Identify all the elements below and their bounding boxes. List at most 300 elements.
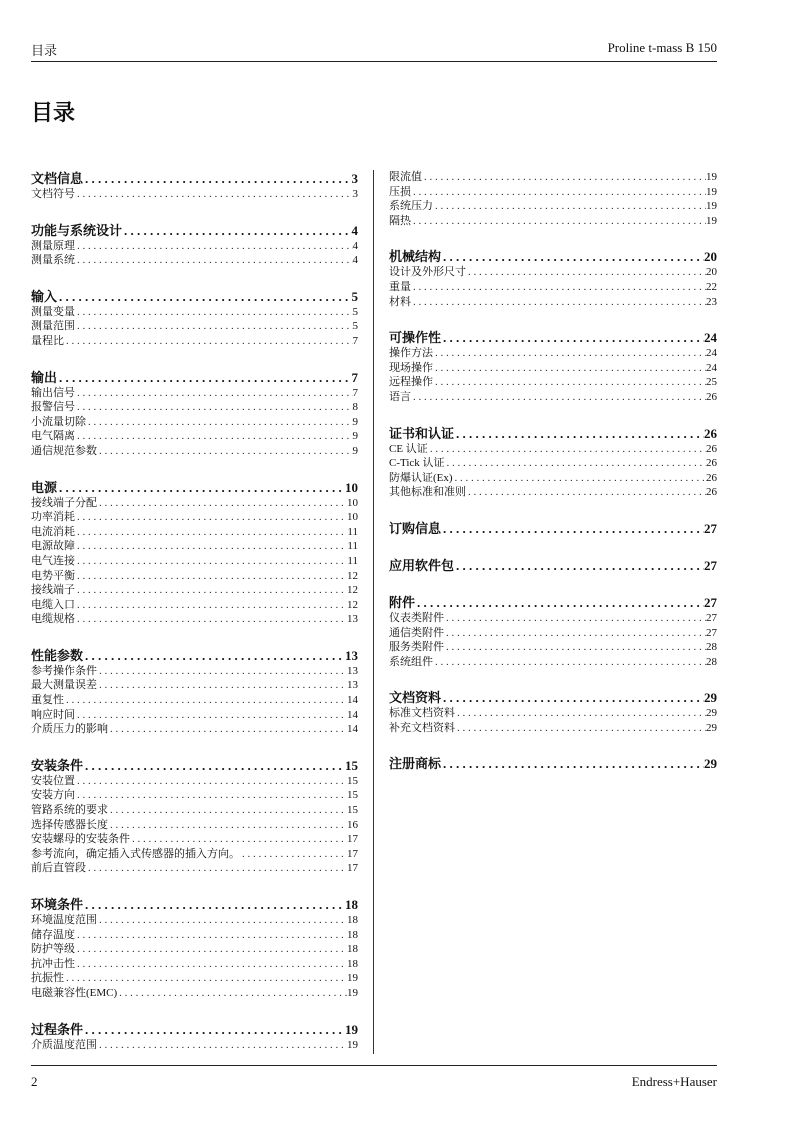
toc-entry-page: 4 <box>352 239 358 252</box>
toc-section-heading[interactable] <box>31 222 358 239</box>
toc-section-heading-page: 24 <box>704 330 717 346</box>
toc-entry[interactable] <box>31 415 358 430</box>
toc-entry[interactable] <box>31 788 358 803</box>
toc-section <box>389 689 717 735</box>
toc-entry[interactable] <box>31 429 358 444</box>
toc-entry[interactable] <box>31 913 358 928</box>
toc-section <box>389 594 717 669</box>
toc-section-heading-label: 可操作性 <box>389 330 442 346</box>
leader-dots <box>75 928 347 943</box>
toc-section-heading-label: 证书和认证 <box>389 425 455 441</box>
leader-dots <box>75 583 347 598</box>
leader-dots <box>97 444 353 459</box>
toc-entry-label: 电流消耗 <box>31 525 75 538</box>
toc-entry[interactable] <box>31 569 358 584</box>
toc-section-heading[interactable] <box>31 288 358 305</box>
leader-dots <box>240 847 347 862</box>
toc-entry-label: 介质温度范围 <box>31 1038 97 1051</box>
toc-entry[interactable] <box>31 187 358 202</box>
toc-entry-page: 11 <box>347 554 358 567</box>
leader-dots <box>57 479 345 496</box>
toc-section-heading-label: 功能与系统设计 <box>31 222 123 238</box>
toc-entry-page: 13 <box>347 679 358 692</box>
toc-entry-label: 输出信号 <box>31 386 75 399</box>
toc-entry-page: 14 <box>347 723 358 736</box>
toc-entry-page: 23 <box>706 295 717 308</box>
toc-entry[interactable] <box>389 346 717 361</box>
toc-section <box>31 288 358 349</box>
toc-entry-label: 压损 <box>389 185 411 198</box>
toc-entry-page: 27 <box>706 626 717 639</box>
toc-entry[interactable] <box>389 655 717 670</box>
toc-entry-page: 18 <box>347 914 358 926</box>
toc-entry-page: 13 <box>347 664 358 677</box>
leader-dots <box>433 375 706 390</box>
toc-entry-label: 防爆认证(Ex) <box>389 471 453 484</box>
toc-entry-label: C-Tick 认证 <box>389 457 445 470</box>
toc-section-heading[interactable] <box>31 369 358 386</box>
leader-dots <box>75 598 347 613</box>
toc-section-heading-page: 29 <box>704 756 717 772</box>
leader-dots <box>455 706 706 721</box>
toc-section-heading[interactable] <box>389 755 717 772</box>
toc-entry[interactable] <box>389 390 717 405</box>
toc-entry[interactable] <box>31 942 358 957</box>
toc-entry-page: 28 <box>706 655 717 668</box>
leader-dots <box>75 612 347 627</box>
leader-dots <box>444 611 706 626</box>
toc-entry-page: 7 <box>352 386 358 399</box>
toc-entry-label: 语言 <box>389 390 411 403</box>
leader-dots <box>75 957 347 972</box>
leader-dots <box>411 185 706 200</box>
toc-entry[interactable] <box>31 583 358 598</box>
leader-dots <box>75 525 347 540</box>
toc-section <box>31 896 358 1001</box>
toc-entry-label: 操作方法 <box>389 347 433 360</box>
toc-entry[interactable] <box>31 957 358 972</box>
toc-entry[interactable] <box>31 722 358 737</box>
page-header-left: 目录 <box>31 44 58 59</box>
toc-entry-label: 环境温度范围 <box>31 914 97 926</box>
footer-rule <box>31 1065 717 1066</box>
toc-entry-label: 通信类附件 <box>389 626 444 639</box>
toc-entry[interactable] <box>31 847 358 862</box>
toc-entry[interactable] <box>389 375 717 390</box>
toc-section-heading-label: 附件 <box>389 594 416 610</box>
toc-entry-page: 15 <box>347 804 358 817</box>
leader-dots <box>83 757 345 774</box>
toc-entry-page: 8 <box>352 401 358 414</box>
toc-entry-page: 24 <box>706 347 717 360</box>
leader-dots <box>75 708 347 723</box>
toc-entry-page: 12 <box>347 584 358 597</box>
leader-dots <box>422 170 706 185</box>
toc-entry[interactable] <box>31 539 358 554</box>
toc-entry[interactable] <box>31 708 358 723</box>
leader-dots <box>97 1038 347 1053</box>
toc-entry-page: 19 <box>347 986 358 999</box>
toc-entry-label: 介质压力的影响 <box>31 723 108 736</box>
leader-dots <box>64 334 353 349</box>
toc-entry[interactable] <box>31 678 358 693</box>
leader-dots <box>75 187 353 202</box>
toc-section-heading[interactable] <box>31 1021 358 1038</box>
toc-entry-page: 13 <box>347 613 358 626</box>
toc-entry[interactable] <box>31 400 358 415</box>
toc-entry-page: 19 <box>347 972 358 985</box>
leader-dots <box>444 626 706 641</box>
leader-dots <box>441 520 704 537</box>
toc-section-heading[interactable] <box>31 170 358 187</box>
toc-section <box>31 479 358 627</box>
toc-entry[interactable] <box>31 971 358 986</box>
toc-entry-page: 18 <box>347 943 358 956</box>
toc-entry-page: 9 <box>352 444 358 457</box>
leader-dots <box>454 425 704 442</box>
toc-section-heading-label: 安装条件 <box>31 757 84 773</box>
toc-entry-label: 安装方向 <box>31 789 75 802</box>
toc-entry[interactable] <box>389 170 717 185</box>
leader-dots <box>441 755 704 772</box>
leader-dots <box>466 265 706 280</box>
toc-entry-label: 材料 <box>389 295 411 308</box>
toc-section-heading-page: 7 <box>351 369 358 385</box>
toc-section <box>31 222 358 268</box>
toc-section-heading-page: 19 <box>345 1021 358 1037</box>
toc-entry-label: 电气隔离 <box>31 430 75 443</box>
leader-dots <box>75 942 347 957</box>
leader-dots <box>466 485 706 500</box>
toc-entry-label: 量程比 <box>31 334 64 347</box>
toc-entry-label: 最大测量误差 <box>31 679 97 692</box>
leader-dots <box>415 594 704 611</box>
toc-section-heading-page: 4 <box>351 222 358 238</box>
leader-dots <box>108 818 347 833</box>
toc-section <box>389 248 717 309</box>
toc-entry-label: 通信规范参数 <box>31 444 97 457</box>
toc-entry[interactable] <box>31 334 358 349</box>
toc-section-heading-label: 文档信息 <box>31 171 84 186</box>
toc-entry[interactable] <box>31 554 358 569</box>
leader-dots <box>75 239 353 254</box>
toc-entry-label: 电缆入口 <box>31 598 75 611</box>
leader-dots <box>83 1021 345 1038</box>
toc-section-heading-page: 29 <box>704 690 717 706</box>
leader-dots <box>130 832 347 847</box>
toc-entry-page: 29 <box>706 707 717 720</box>
leader-dots <box>75 386 353 401</box>
toc-entry-page: 10 <box>347 511 358 524</box>
toc-right-column <box>389 170 717 792</box>
toc-section-heading[interactable] <box>31 647 358 664</box>
toc-section-heading-label: 应用软件包 <box>389 557 455 573</box>
toc-entry-page: 22 <box>706 280 717 293</box>
toc-entry[interactable] <box>389 265 717 280</box>
toc-entry-page: 18 <box>347 957 358 970</box>
toc-entry-page: 17 <box>347 833 358 846</box>
toc-section <box>389 329 717 404</box>
toc-entry[interactable] <box>389 611 717 626</box>
toc-entry[interactable] <box>31 986 358 1001</box>
header-rule <box>31 61 717 62</box>
toc-entry[interactable] <box>31 1038 358 1053</box>
toc-entry-label: 系统压力 <box>389 200 433 213</box>
toc-entry[interactable] <box>389 640 717 655</box>
toc-entry[interactable] <box>389 485 717 500</box>
toc-entry-label: 设计及外形尺寸 <box>389 266 466 279</box>
toc-entry-label: 前后直管段 <box>31 862 86 875</box>
toc-entry[interactable] <box>31 861 358 876</box>
leader-dots <box>455 721 706 736</box>
toc-entry[interactable] <box>31 444 358 459</box>
toc-section-heading-label: 订购信息 <box>389 520 442 536</box>
toc-section-heading-page: 13 <box>345 647 358 663</box>
toc-entry-page: 19 <box>347 1038 358 1051</box>
toc-entry-label: 重复性 <box>31 694 64 707</box>
toc-entry-label: 现场操作 <box>389 361 433 374</box>
toc-entry-page: 19 <box>706 200 717 213</box>
toc-entry-label: 限流值 <box>389 171 422 183</box>
toc-section-heading[interactable] <box>389 594 717 611</box>
toc-entry-label: 标准文档资料 <box>389 707 455 720</box>
toc-entry-label: 重量 <box>389 280 411 293</box>
toc-entry[interactable] <box>389 626 717 641</box>
toc-entry[interactable] <box>31 253 358 268</box>
toc-entry-page: 12 <box>347 569 358 582</box>
toc-entry[interactable] <box>389 471 717 486</box>
toc-entry-page: 19 <box>706 171 717 183</box>
leader-dots <box>57 288 351 305</box>
toc-entry-page: 11 <box>347 525 358 538</box>
toc-entry-label: 储存温度 <box>31 928 75 941</box>
toc-entry-label: 电缆规格 <box>31 613 75 626</box>
leader-dots <box>75 400 353 415</box>
toc-entry[interactable] <box>389 442 717 457</box>
toc-entry-label: 功率消耗 <box>31 511 75 524</box>
toc-entry-page: 3 <box>352 188 358 200</box>
toc-entry-page: 4 <box>352 254 358 267</box>
toc-entry-label: 仪表类附件 <box>389 611 444 624</box>
toc-entry-label: 抗冲击性 <box>31 957 75 970</box>
toc-entry-label: 远程操作 <box>389 376 433 389</box>
toc-entry-page: 9 <box>352 430 358 443</box>
toc-entry[interactable] <box>389 280 717 295</box>
leader-dots <box>75 429 353 444</box>
toc-entry-page: 19 <box>706 214 717 227</box>
leader-dots <box>86 861 347 876</box>
toc-entry-label: 管路系统的要求 <box>31 804 108 817</box>
leader-dots <box>411 280 706 295</box>
toc-entry[interactable] <box>389 199 717 214</box>
leader-dots <box>75 319 353 334</box>
toc-entry[interactable] <box>389 214 717 229</box>
toc-entry-page: 26 <box>706 390 717 403</box>
toc-entry[interactable] <box>31 774 358 789</box>
toc-entry-label: 电磁兼容性(EMC) <box>31 986 118 999</box>
leader-dots <box>441 329 704 346</box>
toc-entry-label: 测量范围 <box>31 320 75 333</box>
toc-section <box>389 557 717 574</box>
toc-section-heading-page: 5 <box>351 288 358 304</box>
toc-entry[interactable] <box>31 386 358 401</box>
toc-entry-label: 报警信号 <box>31 401 75 414</box>
toc-entry[interactable] <box>31 598 358 613</box>
toc-entry-page: 29 <box>706 721 717 734</box>
leader-dots <box>411 295 706 310</box>
leader-dots <box>75 305 353 320</box>
toc-entry-label: 测量原理 <box>31 239 75 252</box>
toc-section-heading-label: 文档资料 <box>389 690 442 706</box>
toc-section-heading[interactable] <box>31 479 358 496</box>
toc-section <box>31 170 358 202</box>
toc-entry[interactable] <box>389 456 717 471</box>
toc-entry[interactable] <box>389 706 717 721</box>
toc-entry[interactable] <box>31 928 358 943</box>
column-divider <box>373 170 374 1054</box>
leader-dots <box>97 496 347 511</box>
leader-dots <box>433 199 706 214</box>
toc-section-heading[interactable] <box>389 689 717 706</box>
toc-entry[interactable] <box>389 361 717 376</box>
toc-section-heading-page: 27 <box>704 520 717 536</box>
toc-section-heading-label: 机械结构 <box>389 249 442 265</box>
toc-section-heading-page: 15 <box>345 757 358 773</box>
toc-entry[interactable] <box>31 525 358 540</box>
leader-dots <box>445 456 706 471</box>
toc-section <box>31 1021 358 1053</box>
toc-entry-label: 参考操作条件 <box>31 664 97 677</box>
toc-entry-page: 26 <box>706 457 717 470</box>
toc-entry[interactable] <box>389 295 717 310</box>
toc-entry-label: 防护等级 <box>31 943 75 956</box>
leader-dots <box>433 361 706 376</box>
toc-entry[interactable] <box>31 305 358 320</box>
leader-dots <box>83 896 345 913</box>
toc-section <box>31 369 358 459</box>
toc-entry[interactable] <box>31 612 358 627</box>
toc-section-heading-page: 18 <box>345 897 358 912</box>
toc-section-heading[interactable] <box>389 248 717 265</box>
toc-entry-label: 测量系统 <box>31 254 75 267</box>
footer-brand: Endress+Hauser <box>631 1074 717 1089</box>
toc-section-heading[interactable] <box>31 757 358 774</box>
toc-section-heading[interactable] <box>389 520 717 537</box>
toc-entry-page: 28 <box>706 641 717 654</box>
toc-entry[interactable] <box>31 496 358 511</box>
toc-entry-label: 参考流向，确定插入式传感器的插入方向。 <box>31 847 240 860</box>
toc-entry-label: 响应时间 <box>31 708 75 721</box>
leader-dots <box>83 170 351 187</box>
toc-section-heading[interactable] <box>31 896 358 913</box>
toc-section-heading-page: 10 <box>345 479 358 495</box>
toc-entry-page: 24 <box>706 361 717 374</box>
toc-entry-page: 26 <box>706 486 717 499</box>
toc-entry-label: 系统组件 <box>389 655 433 668</box>
leader-dots <box>97 913 347 928</box>
toc-entry[interactable] <box>31 664 358 679</box>
leader-dots <box>75 569 347 584</box>
page-title: 目录 <box>31 100 76 126</box>
toc-section-heading[interactable] <box>389 425 717 442</box>
toc-entry[interactable] <box>31 510 358 525</box>
toc-entry-page: 5 <box>352 320 358 333</box>
toc-entry-page: 14 <box>347 694 358 707</box>
toc-entry-label: 服务类附件 <box>389 641 444 654</box>
toc-left-column <box>31 170 358 1072</box>
toc-entry-page: 27 <box>706 611 717 624</box>
toc-entry[interactable] <box>31 693 358 708</box>
toc-entry-page: 26 <box>706 471 717 484</box>
toc-entry[interactable] <box>31 818 358 833</box>
toc-entry[interactable] <box>31 239 358 254</box>
toc-section-heading[interactable] <box>389 557 717 574</box>
toc-entry-label: 电气连接 <box>31 554 75 567</box>
leader-dots <box>117 986 347 1001</box>
toc-section-heading[interactable] <box>389 329 717 346</box>
toc-section-heading-label: 过程条件 <box>31 1021 84 1037</box>
toc-entry-label: CE 认证 <box>389 442 428 455</box>
page-header-right: Proline t-mass B 150 <box>607 40 717 55</box>
toc-entry[interactable] <box>31 319 358 334</box>
leader-dots <box>97 678 347 693</box>
toc-entry-page: 17 <box>347 847 358 860</box>
toc-entry-page: 26 <box>706 442 717 455</box>
toc-section-heading-label: 输出 <box>31 369 58 385</box>
toc-entry[interactable] <box>389 721 717 736</box>
toc-entry[interactable] <box>389 185 717 200</box>
toc-entry[interactable] <box>31 803 358 818</box>
toc-entry-label: 电势平衡 <box>31 569 75 582</box>
toc-entry[interactable] <box>31 832 358 847</box>
toc-entry-page: 9 <box>352 415 358 428</box>
toc-entry-page: 25 <box>706 376 717 389</box>
toc-entry-label: 安装螺母的安装条件 <box>31 833 130 846</box>
toc-section <box>389 170 717 228</box>
leader-dots <box>453 471 706 486</box>
leader-dots <box>411 390 706 405</box>
toc-entry-page: 10 <box>347 496 358 509</box>
toc-entry-label: 隔热 <box>389 214 411 227</box>
toc-entry-page: 12 <box>347 598 358 611</box>
leader-dots <box>64 971 347 986</box>
leader-dots <box>57 369 351 386</box>
leader-dots <box>428 442 706 457</box>
toc-section-heading-page: 27 <box>704 594 717 610</box>
leader-dots <box>441 689 704 706</box>
toc-entry-page: 5 <box>352 305 358 318</box>
toc-section-heading-page: 26 <box>704 425 717 441</box>
leader-dots <box>97 664 347 679</box>
toc-entry-page: 19 <box>706 185 717 198</box>
toc-section-heading-label: 环境条件 <box>31 897 84 912</box>
page-number: 2 <box>31 1074 38 1089</box>
toc-entry-label: 抗振性 <box>31 972 64 985</box>
leader-dots <box>75 774 347 789</box>
toc-entry-label: 接线端子分配 <box>31 496 97 509</box>
leader-dots <box>411 214 706 229</box>
leader-dots <box>444 640 706 655</box>
toc-section <box>31 647 358 737</box>
toc-section <box>389 755 717 772</box>
toc-entry-label: 补充文档资料 <box>389 721 455 734</box>
toc-entry-label: 文档符号 <box>31 188 75 200</box>
toc-entry-label: 选择传感器长度 <box>31 818 108 831</box>
toc-entry-page: 15 <box>347 774 358 787</box>
leader-dots <box>108 803 347 818</box>
leader-dots <box>75 554 347 569</box>
toc-section-heading-label: 输入 <box>31 288 58 304</box>
